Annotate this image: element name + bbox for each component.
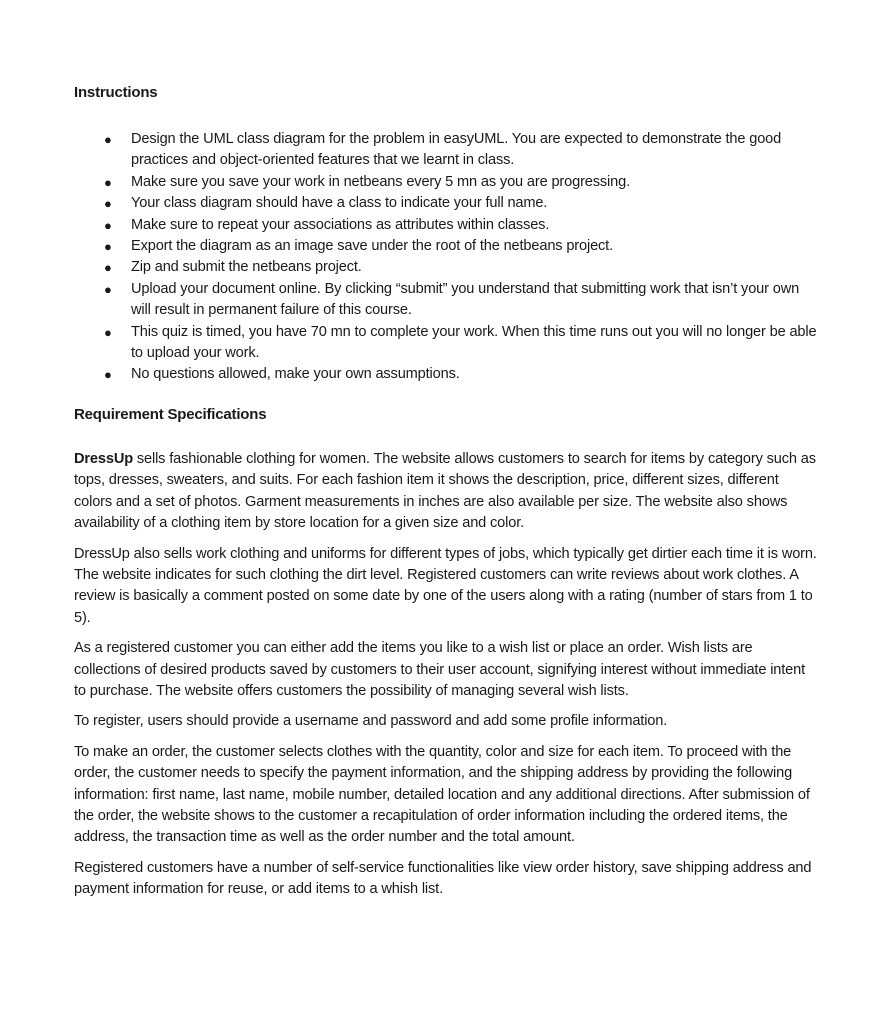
list-item [74,172,819,193]
requirements-heading: Requirement Specifications [74,405,267,423]
list-item-text: Make sure you save your work in netbeans every 5 mn as you are progressing. [131,173,630,190]
brand-name: DressUp [74,450,133,467]
requirements-paragraph-2: DressUp also sells work clothing and uniforms for different types of jobs, which typically get dirtier each time it is worn. The website indicates for such clothing the dirt level. Registered customers can write reviews about work clothes. A review is basically a comment posted on some date by one of the users along with a rating (number of stars from 1 to 5). [74,545,817,626]
list-item [74,364,819,385]
bullet-icon: ● [104,239,112,255]
bullet-icon: ● [104,324,112,340]
bullet-icon: ● [104,174,112,190]
list-item-text: Make sure to repeat your associations as attributes within classes. [131,216,550,233]
instructions-heading: Instructions [74,84,158,101]
paragraph-text: sells fashionable clothing for women. The website allows customers to search for items by category such as tops, dresses, sweaters, and suits. For each fashion item it shows the description, price, different sizes, different colors and a set of photos. Garment measurements in inches are also available per size. The website also shows availability of a clothing item by store location for a given size and color. [74,450,816,532]
bullet-icon: ● [104,217,112,233]
requirements-paragraph-4: To register, users should provide a username and password and add some profile information. [74,713,668,730]
list-item-text: Upload your document online. By clicking “submit” you understand that submitting work that isn’t your own will result in permanent failure of this course. [131,280,800,319]
list-item [74,236,819,257]
list-item [74,279,819,322]
bullet-icon: ● [104,260,112,276]
bullet-icon: ● [104,281,112,297]
list-item-text: No questions allowed, make your own assumptions. [131,366,460,383]
list-item-text: Export the diagram as an image save under the root of the netbeans project. [131,238,613,255]
bullet-icon: ● [104,196,112,212]
list-item [74,193,819,214]
list-item-text: Zip and submit the netbeans project. [131,259,362,276]
list-item [74,215,819,236]
bullet-icon: ● [104,367,112,383]
requirements-paragraph-1 [74,449,819,535]
instructions-list [74,129,819,386]
list-item-text: Your class diagram should have a class to indicate your full name. [131,195,548,212]
list-item [74,322,819,365]
bullet-icon: ● [104,132,112,147]
requirements-paragraph-3: As a registered customer you can either add the items you like to a wish list or place an order. Wish lists are collections of desired products saved by customers to their user account, signifying interest without immediate intent to purchase. The website offers customers the possibility of managing several wish lists. [74,640,806,699]
list-item-text: This quiz is timed, you have 70 mn to complete your work. When this time runs out you will no longer be able to upload your work. [131,323,817,362]
document-page [74,84,819,910]
list-item-text: Design the UML class diagram for the problem in easyUML. You are expected to demonstrate the good practices and object-oriented features that we learnt in class. [131,131,782,169]
requirements-paragraph-6: Registered customers have a number of self-service functionalities like view order history, save shipping address and payment information for reuse, or add items to a whish list. [74,859,812,898]
requirements-paragraph-5: To make an order, the customer selects clothes with the quantity, color and size for each item. To proceed with the order, the customer needs to specify the payment information, and the shipping address by providing the following information: first name, last name, mobile number, detailed location and any additional directions. After submission of the order, the website shows to the customer a recapitulation of order information including the ordered items, the address, the transaction time as well as the order number and the total amount. [74,743,810,846]
list-item [74,257,819,278]
list-item [74,129,819,172]
